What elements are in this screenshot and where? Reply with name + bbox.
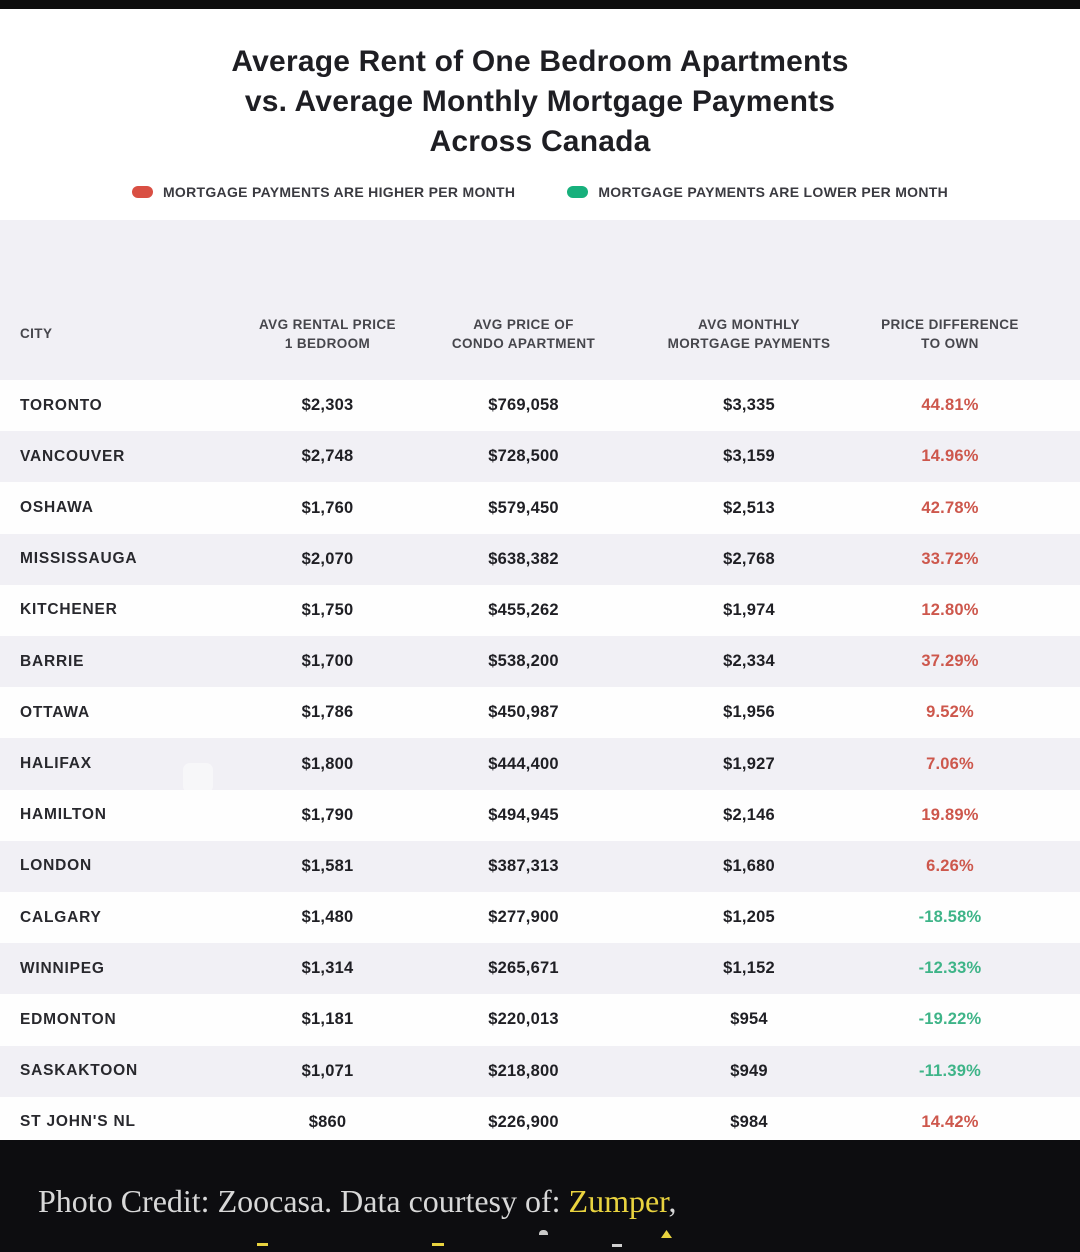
condo-price-cell: $638,382 xyxy=(488,549,559,568)
price-difference-cell: 14.42% xyxy=(921,1112,979,1131)
column-header-line: MORTGAGE PAYMENTS xyxy=(667,336,831,352)
mortgage-cell: $949 xyxy=(730,1061,768,1080)
table-body xyxy=(0,380,1080,1148)
mortgage-cell: $1,680 xyxy=(723,856,775,875)
photo-credit-text xyxy=(38,1183,677,1220)
rent-cell: $1,790 xyxy=(301,805,354,824)
mortgage-cell: $3,335 xyxy=(723,396,775,415)
condo-price-cell: $220,013 xyxy=(488,1010,559,1029)
mortgage-cell: $2,334 xyxy=(723,652,775,671)
clipped-text-fragment xyxy=(661,1230,672,1238)
city-cell: HALIFAX xyxy=(20,755,92,772)
page-title xyxy=(0,29,1080,162)
condo-price-cell: $226,900 xyxy=(488,1112,559,1131)
mortgage-cell: $2,146 xyxy=(723,805,775,824)
table-row xyxy=(0,636,1080,687)
city-cell: ST JOHN'S NL xyxy=(20,1113,136,1131)
condo-price-cell: $728,500 xyxy=(488,447,559,466)
legend-item-lower xyxy=(567,184,948,200)
city-cell: OTTAWA xyxy=(20,703,90,721)
city-cell: LONDON xyxy=(20,857,92,875)
price-difference-cell: 9.52% xyxy=(926,703,974,722)
city-cell: SASKAKTOON xyxy=(20,1062,138,1080)
price-difference-cell: 7.06% xyxy=(926,754,974,773)
column-header-line: AVG MONTHLY xyxy=(698,317,800,333)
mortgage-cell: $1,152 xyxy=(723,959,775,978)
mortgage-cell: $2,513 xyxy=(723,498,775,517)
title-line-3: Across Canada xyxy=(429,125,651,159)
price-difference-cell: 14.96% xyxy=(921,447,979,466)
city-cell: OSHAWA xyxy=(20,499,94,517)
rent-cell: $2,303 xyxy=(301,396,354,415)
clipped-text-fragment xyxy=(257,1243,268,1246)
rent-cell: $1,071 xyxy=(301,1061,354,1080)
city-cell: EDMONTON xyxy=(20,1010,117,1028)
city-cell: TORONTO xyxy=(20,396,103,414)
table-row xyxy=(0,994,1080,1045)
clipped-text-fragment xyxy=(432,1243,444,1246)
rent-cell: $1,581 xyxy=(301,856,354,875)
city-cell: CALGARY xyxy=(20,908,102,926)
condo-price-cell: $769,058 xyxy=(488,396,559,415)
credit-prefix: Photo Credit: Zoocasa. Data courtesy of: xyxy=(38,1183,569,1219)
city-cell: HAMILTON xyxy=(20,806,107,824)
legend-item-higher xyxy=(132,184,515,200)
table-row xyxy=(0,585,1080,636)
column-header-line: CONDO APARTMENT xyxy=(451,336,596,352)
mortgage-cell: $1,956 xyxy=(723,703,775,722)
condo-price-cell: $538,200 xyxy=(488,652,559,671)
condo-price-cell: $450,987 xyxy=(488,703,559,722)
rent-cell: $1,181 xyxy=(301,1010,354,1029)
column-header-line: AVG PRICE OF xyxy=(473,317,574,333)
condo-price-cell: $218,800 xyxy=(488,1061,559,1080)
price-difference-cell: 19.89% xyxy=(921,805,979,824)
column-header-line: PRICE DIFFERENCE xyxy=(881,317,1019,333)
condo-price-cell: $455,262 xyxy=(488,600,559,619)
table-row xyxy=(0,482,1080,533)
table-row xyxy=(0,380,1080,431)
rent-cell: $1,480 xyxy=(301,908,354,927)
mortgage-cell: $2,768 xyxy=(723,549,775,568)
mortgage-cell: $984 xyxy=(730,1112,768,1131)
zumper-link[interactable]: Zumper xyxy=(568,1183,669,1219)
table-row xyxy=(0,534,1080,585)
city-cell: VANCOUVER xyxy=(20,447,126,465)
table-row xyxy=(0,790,1080,841)
credit-suffix: , xyxy=(668,1183,677,1219)
condo-price-cell: $387,313 xyxy=(488,856,559,875)
table-row xyxy=(0,431,1080,482)
column-header-line: 1 BEDROOM xyxy=(284,336,371,352)
rent-cell: $1,760 xyxy=(301,498,354,517)
column-header-line: AVG RENTAL PRICE xyxy=(259,317,396,333)
rent-cell: $1,700 xyxy=(301,652,354,671)
condo-price-cell: $265,671 xyxy=(488,959,559,978)
column-header xyxy=(230,315,425,353)
mortgage-cell: $954 xyxy=(730,1010,768,1029)
column-header-line: TO OWN xyxy=(921,336,979,352)
city-cell: MISSISSAUGA xyxy=(20,550,138,568)
column-header xyxy=(622,315,876,353)
rent-vs-mortgage-table xyxy=(0,220,1080,1160)
green-dot-icon xyxy=(567,186,588,198)
condo-price-cell: $277,900 xyxy=(488,908,559,927)
price-difference-cell: 44.81% xyxy=(921,396,979,415)
table-row xyxy=(0,943,1080,994)
table-row xyxy=(0,892,1080,943)
legend xyxy=(0,185,1080,199)
rent-cell: $2,748 xyxy=(301,447,354,466)
column-header xyxy=(0,324,230,343)
price-difference-cell: 37.29% xyxy=(921,652,979,671)
mortgage-cell: $1,205 xyxy=(723,908,775,927)
rent-cell: $1,314 xyxy=(301,959,354,978)
condo-price-cell: $494,945 xyxy=(488,805,559,824)
price-difference-cell: -12.33% xyxy=(918,959,982,978)
price-difference-cell: 6.26% xyxy=(926,856,974,875)
table-row xyxy=(0,1046,1080,1097)
mortgage-cell: $3,159 xyxy=(723,447,775,466)
table-row xyxy=(0,738,1080,789)
top-black-bar xyxy=(0,0,1080,9)
price-difference-cell: 42.78% xyxy=(921,498,979,517)
title-line-1: Average Rent of One Bedroom Apartments xyxy=(231,45,849,79)
condo-price-cell: $579,450 xyxy=(488,498,559,517)
column-header xyxy=(425,315,622,353)
red-dot-icon xyxy=(132,186,153,198)
price-difference-cell: -19.22% xyxy=(918,1010,982,1029)
city-cell: BARRIE xyxy=(20,652,85,670)
city-cell: KITCHENER xyxy=(20,601,118,619)
clipped-text-fragment xyxy=(612,1244,622,1247)
table-row xyxy=(0,841,1080,892)
price-difference-cell: -11.39% xyxy=(919,1061,981,1080)
rent-cell: $1,786 xyxy=(301,703,354,722)
rent-cell: $1,750 xyxy=(301,600,354,619)
price-difference-cell: 33.72% xyxy=(921,549,979,568)
mortgage-cell: $1,927 xyxy=(723,754,775,773)
watermark xyxy=(183,763,213,793)
price-difference-cell: -18.58% xyxy=(918,908,982,927)
legend-label-higher: MORTGAGE PAYMENTS ARE HIGHER PER MONTH xyxy=(162,184,516,201)
photo-credit-footer xyxy=(0,1140,1080,1252)
title-line-2: vs. Average Monthly Mortgage Payments xyxy=(244,85,836,119)
rent-cell: $860 xyxy=(308,1112,347,1131)
table-row xyxy=(0,687,1080,738)
mortgage-cell: $1,974 xyxy=(723,600,775,619)
clipped-text-fragment xyxy=(539,1230,548,1235)
table-header-row xyxy=(0,220,1080,380)
legend-label-lower: MORTGAGE PAYMENTS ARE LOWER PER MONTH xyxy=(598,184,949,201)
column-header-line: CITY xyxy=(20,326,53,342)
city-cell: WINNIPEG xyxy=(20,959,105,977)
rent-cell: $1,800 xyxy=(301,754,354,773)
rent-cell: $2,070 xyxy=(301,549,354,568)
column-header xyxy=(876,315,1024,353)
price-difference-cell: 12.80% xyxy=(921,600,979,619)
condo-price-cell: $444,400 xyxy=(488,754,559,773)
